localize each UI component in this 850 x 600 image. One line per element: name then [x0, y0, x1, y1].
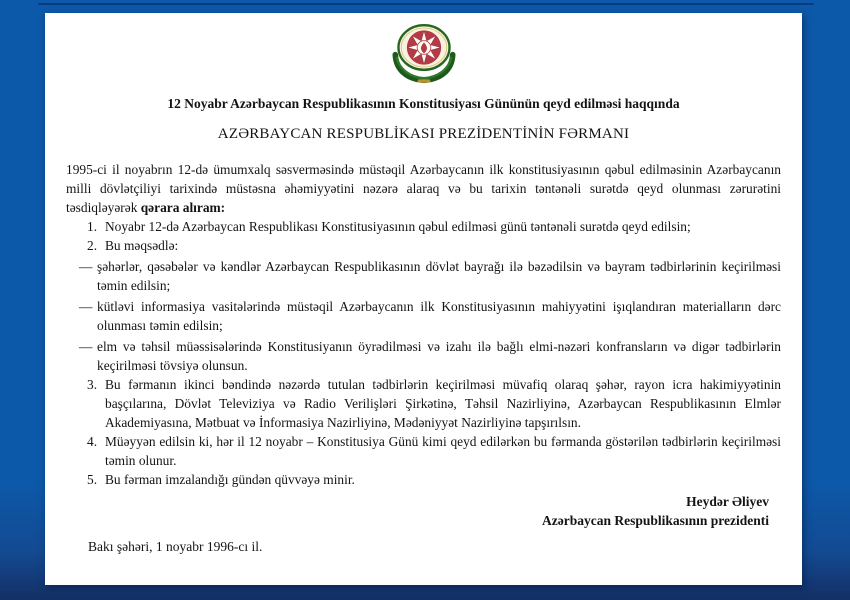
- signatory-name: Heydər Əliyev: [686, 494, 769, 509]
- signature-block: [66, 492, 781, 530]
- decree-subitem-flags: [66, 257, 781, 295]
- preamble-text: 1995-ci il noyabrın 12-də ümumxalq səsverməsində müstəqil Azərbaycanın ilk konstitusiyasının qəbul edilməsinin Azərbaycanın milli dövlətçiliyi tarixində müstəsna əhəmiyyətini nəzərə alaraq və bu tarixin təntənəli surətdə qeyd olunması zərurətini təsdiqləyərək: [66, 162, 781, 215]
- decree-subtitle: AZƏRBAYCAN RESPUBLİKASI PREZİDENTİNİN FƏRMANI: [217, 126, 630, 142]
- background-top-edge-line: [38, 3, 814, 5]
- signatory-title: Azərbaycan Respublikasının prezidenti: [541, 513, 769, 528]
- decree-preamble: [66, 160, 781, 217]
- decree-subitem-education: [66, 337, 781, 375]
- decree-item-1: [66, 217, 781, 236]
- item-text: Noyabr 12-də Azərbaycan Respublikası Konstitusiyasının qəbul edilməsi günü təntənəli surətdə qeyd edilsin;: [105, 219, 691, 234]
- item-marker: 4.: [87, 434, 98, 449]
- decree-item-2: [66, 236, 781, 255]
- item-text: Bu fərman imzalandığı gündən qüvvəyə minir.: [105, 472, 355, 487]
- item-marker: 1.: [87, 219, 98, 234]
- decree-item-3: [66, 375, 781, 432]
- item-text: Bu məqsədlə:: [105, 238, 179, 253]
- dash-marker: —: [79, 259, 93, 274]
- item-text: kütləvi informasiya vasitələrində müstəqil Azərbaycanın ilk Konstitusiyasının mahiyyətini işıqlandıran materialların dərc olunması təmin edilsin;: [97, 299, 781, 333]
- decree-item-4: [66, 432, 781, 470]
- item-text: şəhərlər, qəsəbələr və kəndlər Azərbaycan Respublikasının dövlət bayrağı ilə bəzədilsin və bayram tədbirlərinin keçirilməsi təmin edilsin;: [97, 259, 781, 293]
- preamble-decision-phrase: qərara alıram:: [140, 200, 226, 215]
- decree-document: [45, 13, 802, 585]
- azerbaijan-state-emblem-icon: [377, 18, 471, 85]
- dash-marker: —: [79, 299, 93, 314]
- item-text: Müəyyən edilsin ki, hər il 12 noyabr – Konstitusiya Günü kimi qeyd edilərkən bu fərmanda göstərilən tədbirlərin keçirilməsi təmin olunur.: [105, 434, 781, 468]
- dash-marker: —: [79, 339, 93, 354]
- place-and-date: Bakı şəhəri, 1 noyabr 1996-cı il.: [88, 539, 263, 554]
- decree-items-list: [66, 217, 781, 489]
- decree-subitem-media: [66, 297, 781, 335]
- document-content: [45, 13, 802, 556]
- item-marker: 5.: [87, 472, 98, 487]
- item-marker: 3.: [87, 377, 98, 392]
- decree-item-5: [66, 470, 781, 489]
- item-text: elm və təhsil müəssisələrində Konstitusiyanın öyrədilməsi və izahı ilə bağlı elmi-nəzəri konfransların və digər tədbirlərin keçirilməsi tövsiyə olunsun.: [97, 339, 781, 373]
- item-text: Bu fərmanın ikinci bəndində nəzərdə tutulan tədbirlərin keçirilməsi müvafiq olaraq şəhər, rayon icra hakimiyyətinin başçılarına, Dövlət Televiziya və Radio Verilişləri Şirkətinə, Təhsil Nazirliyinə, Azərbaycan Respublikasının Elmlər Akademiyasına, Mətbuat və İnformasiya Nazirliyinə, Mədəniyyət Nazirliyinə tapşırılsın.: [105, 377, 781, 430]
- item-marker: 2.: [87, 238, 98, 253]
- decree-title: 12 Noyabr Azərbaycan Respublikasının Konstitusiyası Gününün qeyd edilməsi haqqında: [167, 96, 680, 111]
